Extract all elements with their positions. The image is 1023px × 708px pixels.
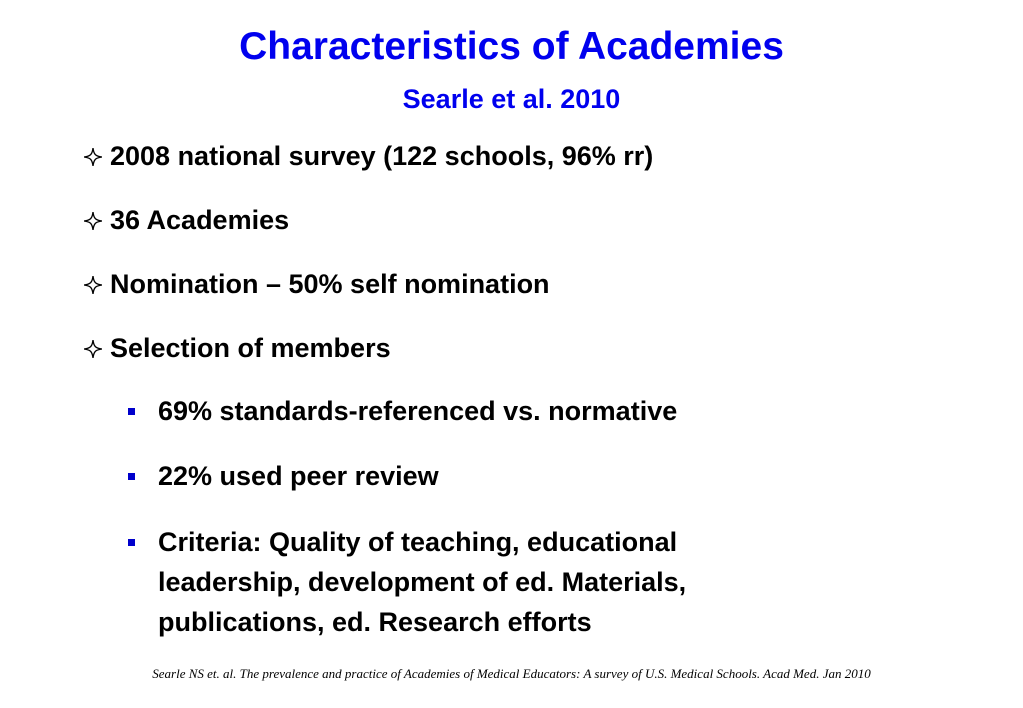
bullet-text: Selection of members <box>110 333 391 363</box>
citation-footnote: Searle NS et. al. The prevalence and practice of Academies of Medical Educators: A survey of U.S. Medical Schools. Acad Med. Jan 2010 <box>152 666 871 681</box>
sub-bullet-text-line: publications, ed. Research efforts <box>158 607 592 637</box>
sub-bullet-text-line: Criteria: Quality of teaching, educational <box>158 527 678 557</box>
sub-bullet-item <box>128 456 888 496</box>
bullet-text: Nomination – 50% self nomination <box>110 269 550 299</box>
square-bullet-icon <box>128 473 135 480</box>
four-point-star-icon <box>84 203 106 237</box>
sub-bullet-text: 69% standards-referenced vs. normative <box>158 396 678 426</box>
bullet-item <box>84 267 844 301</box>
four-point-star-icon <box>84 267 106 301</box>
sub-bullet-item <box>128 522 888 642</box>
four-point-star-icon <box>84 139 106 173</box>
bullet-item <box>84 139 844 173</box>
slide-title: Characteristics of Academies <box>239 25 784 68</box>
slide-subtitle: Searle et al. 2010 <box>402 84 621 114</box>
bullet-text: 36 Academies <box>110 205 290 235</box>
square-bullet-icon <box>128 408 135 415</box>
bullet-item <box>84 331 844 365</box>
sub-bullet-item <box>128 391 888 431</box>
four-point-star-icon <box>84 331 106 365</box>
bullet-text: 2008 national survey (122 schools, 96% rr) <box>110 141 654 171</box>
bullet-item <box>84 203 844 237</box>
sub-bullet-text-line: leadership, development of ed. Materials, <box>158 567 687 597</box>
square-bullet-icon <box>128 539 135 546</box>
sub-bullet-text: 22% used peer review <box>158 461 439 491</box>
